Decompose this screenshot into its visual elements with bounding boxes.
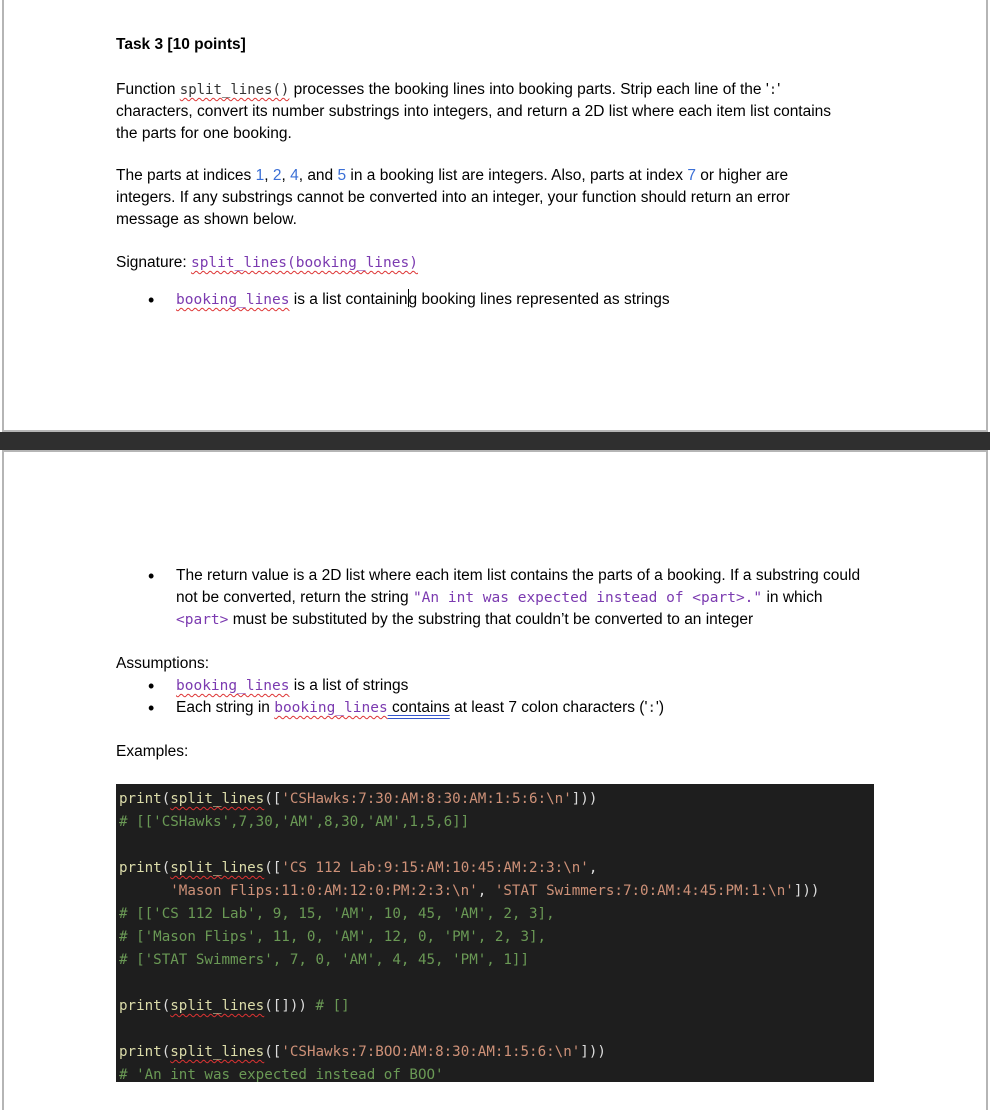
return-list: [118, 565, 878, 631]
examples-label: Examples:: [116, 743, 189, 760]
return-item: • The return value is a 2D list where each item list contains the parts of a booking. If a substring could not be converted, return the string "An int was expected instead of <part>." in which <part> must be substituted by the substring that couldn’t be converted to an integer: [118, 565, 878, 631]
code-line: print(split_lines(['CS 112 Lab:9:15:AM:10:45:AM:2:3:\n',: [119, 860, 598, 876]
task-title: Task 3 [10 points]: [116, 36, 246, 53]
code-blank: [119, 972, 871, 995]
assumptions-label: Assumptions:: [116, 655, 210, 672]
signature-line: Signature: split_lines(booking_lines): [116, 254, 418, 271]
code-example-block: [116, 784, 874, 1082]
signature-code: split_lines(booking_lines): [190, 255, 418, 271]
code-blank: [119, 834, 871, 857]
integer-indices-paragraph: The parts at indices 1, 2, 4, and 5 in a booking list are integers. Also, parts at index 7 or higher are integers. If any substrings cannot be converted into an integer, your function should return an error message as shown below.: [116, 167, 790, 228]
code-comment: # [['CS 112 Lab', 9, 15, 'AM', 10, 45, 'AM', 2, 3],: [119, 906, 555, 922]
assumption-item: • Each string in booking_lines contains at least 7 colon characters (':'): [118, 697, 878, 719]
assumptions-list: [118, 675, 878, 719]
code-blank: [119, 1018, 871, 1041]
assumption-item: • booking_lines is a list of strings: [118, 675, 878, 697]
parameter-item: • booking_lines is a list containing booking lines represented as strings: [118, 289, 878, 311]
code-line: print(split_lines(['CSHawks:7:BOO:AM:8:30:AM:1:5:6:\n'])): [119, 1044, 606, 1060]
task-description: Function split_lines() processes the booking lines into booking parts. Strip each line of the ':' characters, convert its number substrings into integers, and return a 2D list where each item list contains the parts for one booking.: [116, 81, 832, 142]
code-comment: # ['STAT Swimmers', 7, 0, 'AM', 4, 45, 'PM', 1]]: [119, 952, 529, 968]
code-line: 'Mason Flips:11:0:AM:12:0:PM:2:3:\n', 'STAT Swimmers:7:0:AM:4:45:PM:1:\n'])): [170, 883, 820, 899]
function-name: split_lines(): [179, 82, 290, 98]
parameter-list: [118, 289, 878, 311]
code-comment: # [['CSHawks',7,30,'AM',8,30,'AM',1,5,6]]: [119, 814, 470, 830]
code-comment: # ['Mason Flips', 11, 0, 'AM', 12, 0, 'PM', 2, 3],: [119, 929, 547, 945]
code-line: print(split_lines(['CSHawks:7:30:AM:8:30:AM:1:5:6:\n'])): [119, 791, 598, 807]
code-line: print(split_lines([])) # []: [119, 998, 350, 1014]
code-comment: # 'An int was expected instead of BOO': [119, 1067, 444, 1083]
page-separator: [0, 432, 990, 450]
